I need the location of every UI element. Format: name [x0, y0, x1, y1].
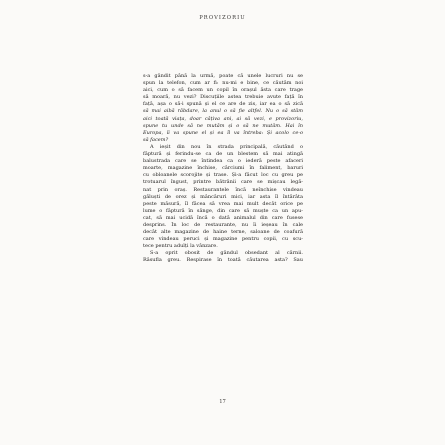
text-line: peste măsură, îl făcea să vrea mai mult decât orice pe	[143, 200, 303, 207]
text-line: față, așa o să-i spună și el ce are de zis, iar ea o să zică	[143, 101, 303, 108]
text-line: Răsufla greu. Respirase în toată căutarea asta? Sau	[143, 257, 303, 264]
text-line: care vindeau peruci și magazine pentru copii, cu scu-	[143, 236, 303, 243]
text-line: tece pentru adulți la vânzare.	[143, 243, 218, 250]
running-head: PROVIZORIU	[199, 15, 246, 21]
text-line: să mai aibă răbdare, la anul o să fie altfel. Nu o să stăm	[143, 108, 303, 115]
text-line: aici, cum o să facem un copil în orașul ăsta care trage	[143, 87, 303, 94]
text-line: făptură și ferindu-se ca de un blestem să mai atingă	[143, 151, 303, 158]
text-line: lume o făptură în sânge, din care să muște ca un apu-	[143, 207, 303, 214]
text-line: trotuarul îngust, printre bătrânii care se mișcau legă-	[143, 179, 303, 186]
text-line: nat prin oraș. Restaurantele încă neînchise vindeau	[143, 186, 303, 193]
text-line: spune tu unde să ne mutăm și o să ne mutăm. Hai în	[143, 122, 303, 129]
text-line: spun la telefon, cum ar fi: nu-mi e bine, ce căutăm noi	[143, 80, 303, 87]
text-line: Europa, îi va spune el și ea îl va întreba: Și acolo ce-o	[143, 129, 303, 136]
text-line: găluști de orez și mâncăruri mici, iar asta îl întărâta	[143, 193, 303, 200]
text-line: aici toată viața, doar câțiva ani, ai să vezi, e provizoriu,	[143, 115, 303, 122]
text-line: desprins. În loc de restaurante, nu îi ieșeau în cale	[143, 221, 303, 228]
text-line: S-a oprit obosit de gândul obsedant al cărnii.	[150, 250, 303, 257]
text-line: moarte, magazine închise, cârciumi în faliment, baruri	[143, 165, 303, 172]
text-line: cat, să mai ucidă încă o dată animalul din care fusese	[143, 214, 303, 221]
text-line: A ieșit din nou în strada principală, căutând o	[150, 143, 303, 150]
text-line: să facem?	[143, 136, 169, 143]
text-line: decât alte magazine de haine terne, saloane de coafură	[143, 229, 303, 236]
page-number: 17	[219, 399, 226, 405]
text-line: s-a gândit până la urmă, poate că unele lucruri nu se	[143, 73, 303, 79]
body-text	[143, 73, 303, 265]
text-line: cu obloanele scorojite și trase. Și-a făcut loc cu greu pe	[143, 172, 303, 179]
text-line: balustrada care se întindea ca o iederă peste afaceri	[143, 158, 303, 165]
text-line: să moară, nu vezi? Discuțiile astea trebuie avute față în	[143, 94, 303, 101]
